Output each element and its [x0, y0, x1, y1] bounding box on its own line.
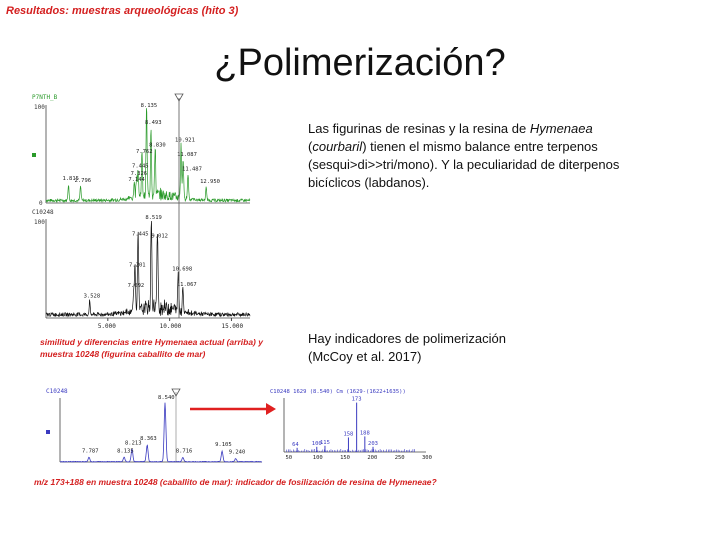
chart-ms — [270, 389, 432, 461]
peak-label: 8.213 — [125, 440, 142, 447]
peak-label: 9.012 — [151, 233, 168, 240]
peak-label: 7.787 — [81, 448, 99, 455]
ms-x-tick-label: 200 — [367, 455, 378, 461]
slide-title: ¿Polimerización? — [214, 42, 506, 84]
peak-label: 7.144 — [128, 176, 145, 183]
ms-x-tick-label: 50 — [285, 455, 293, 461]
peak-label: 8.363 — [140, 435, 157, 442]
x-tick-label: 5.000 — [97, 323, 116, 330]
peak-label: 3.528 — [83, 293, 101, 300]
red-arrow-icon — [190, 403, 276, 415]
x-tick-label: 10.000 — [159, 323, 182, 330]
peak-label: 8.716 — [175, 448, 193, 455]
para1-text-b: ( — [308, 139, 313, 154]
ms-x-tick-label: 100 — [312, 455, 323, 461]
para1-text-a: Las figurinas de resinas y la resina de — [308, 121, 530, 136]
peak-label: 11.087 — [177, 151, 197, 158]
peak-label: 8.830 — [149, 142, 166, 149]
para1-italic-genus: Hymenaea — [529, 121, 593, 136]
peak-label: 12.950 — [200, 178, 220, 185]
peak-label: 9.105 — [215, 442, 232, 449]
ms-x-tick-label: 250 — [394, 455, 405, 461]
chart-top-y-min: 0 — [39, 200, 43, 207]
peak-label: 8.493 — [145, 120, 162, 127]
peak-label: 7.201 — [129, 262, 146, 269]
peak-label: 7.092 — [127, 282, 145, 289]
peak-label: 2.796 — [74, 177, 92, 184]
chart-top-y-max: 100 — [34, 104, 45, 111]
ms-peak-label: 203 — [368, 440, 378, 447]
chart-bottom-sample-label: C10248 — [46, 388, 68, 395]
ms-peak-label: 173 — [351, 396, 362, 403]
peak-label: 7.445 — [132, 231, 149, 238]
peak-label: 8.540 — [158, 395, 175, 401]
ms-x-tick-label: 300 — [422, 455, 432, 461]
chart-top-series-marker — [32, 153, 36, 157]
ms-peak-label: 64 — [292, 441, 299, 448]
peak-label: 11.487 — [182, 166, 202, 173]
ms-peak-label: 188 — [359, 430, 370, 437]
chart-bottom-series-marker — [46, 430, 50, 434]
chart-mid — [32, 209, 250, 330]
peak-label: 7.326 — [130, 171, 148, 178]
peak-label: 7.762 — [135, 149, 153, 155]
x-tick-label: 15.000 — [221, 323, 244, 330]
chart-top — [32, 94, 250, 207]
ms-peak-label: 158 — [343, 431, 354, 438]
chart-top-sample-label: P7NTH_B — [32, 94, 58, 101]
para1-text-c: ) tienen el mismo balance entre terpenos (sesqui>di>>tri/mono). Y la peculiaridad de diterpenos bicíclicos (labdanos). — [308, 139, 620, 190]
para2-line1: Hay indicadores de polimerización — [308, 331, 506, 346]
chart-mid-sample-label: C10248 — [32, 209, 54, 216]
peak-label: 8.519 — [145, 215, 162, 221]
caption-chromatograms: similitud y diferencias entre Hymenaea actual (arriba) y muestra 10248 (figurina caballito de mar) — [40, 337, 263, 359]
ms-peak-label: 100 — [311, 440, 322, 447]
caption-mass-spectrum: m/z 173+188 en muestra 10248 (caballito de mar): indicador de fosilización de resina de Hymeneae? — [34, 477, 437, 487]
peak-label: 8.135 — [140, 102, 158, 109]
ms-peak-label: 115 — [319, 439, 330, 446]
slide-header: Resultados: muestras arqueológicas (hito 3) — [6, 5, 239, 17]
chart-ms-header: C10248 1629 (8.540) Cm (1629-(1622+1635)) — [270, 389, 406, 395]
peak-label: 9.240 — [228, 449, 246, 456]
ms-x-tick-label: 150 — [340, 455, 351, 461]
chart-mid-y-max: 100 — [34, 219, 45, 226]
para2-line2: (McCoy et al. 2017) — [308, 349, 422, 364]
peak-label: 11.067 — [176, 281, 197, 288]
peak-label: 8.135 — [117, 448, 134, 455]
peak-label: 10.921 — [175, 137, 195, 144]
peak-label: 1.815 — [62, 175, 80, 182]
para1-italic-species: courbaril — [312, 139, 363, 154]
peak-label: 7.445 — [132, 163, 149, 170]
peak-label: 10.698 — [172, 266, 193, 273]
chart-bottom — [46, 388, 262, 462]
